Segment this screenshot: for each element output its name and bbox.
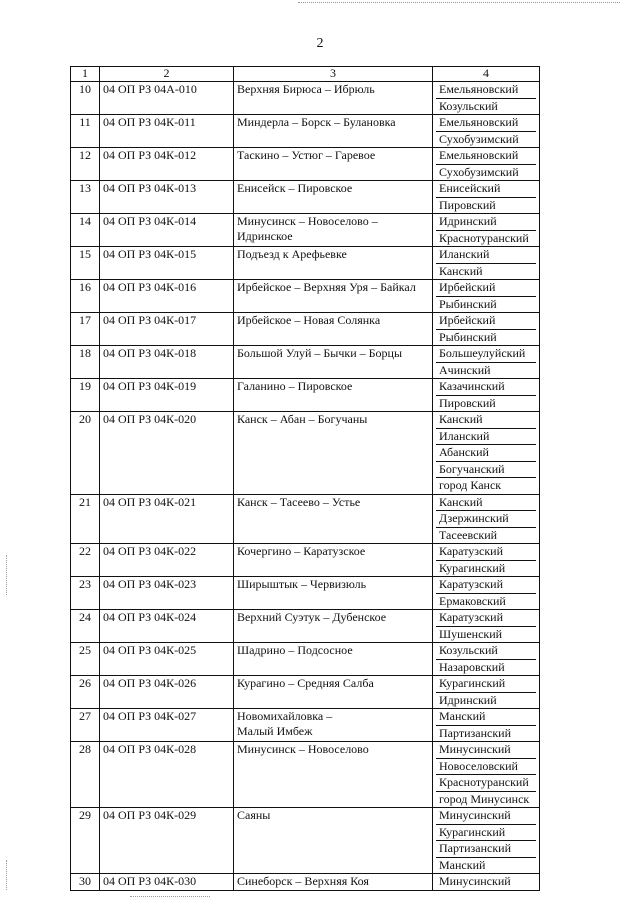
- district-cell: [433, 115, 540, 148]
- table-row: [71, 494, 540, 544]
- district-cell: [433, 148, 540, 181]
- district-name: Дзержинский: [436, 510, 536, 527]
- road-code: 04 ОП РЗ 04К-026: [100, 676, 234, 709]
- district-cell: [433, 494, 540, 544]
- district-name: Тасеевский: [436, 527, 536, 544]
- road-name-cell: [234, 82, 433, 115]
- district-name: Иланский: [439, 247, 490, 261]
- road-name-line: Верхний Суэтук – Дубенское: [237, 610, 387, 624]
- road-name-line: Енисейск – Пировское: [237, 181, 353, 195]
- table-row: [71, 181, 540, 214]
- district-name: Шушенский: [436, 626, 536, 643]
- table-row: [71, 280, 540, 313]
- road-name-line: Саяны: [237, 808, 271, 822]
- row-number: 18: [71, 346, 100, 379]
- district-name: Ирбейский: [439, 280, 496, 294]
- table-row: [71, 247, 540, 280]
- district-name: Партизанский: [436, 840, 536, 857]
- row-number: 27: [71, 709, 100, 742]
- table-row: [71, 115, 540, 148]
- district-name: Емельяновский: [439, 148, 519, 162]
- district-name: Енисейский: [439, 181, 501, 195]
- district-name: Каратузский: [439, 544, 504, 558]
- row-number: 10: [71, 82, 100, 115]
- district-name: Рыбинский: [436, 296, 536, 313]
- table-row: [71, 313, 540, 346]
- road-name-line: Канск – Тасеево – Устье: [237, 494, 361, 509]
- table-row: [71, 742, 540, 808]
- road-code: 04 ОП РЗ 04К-020: [100, 412, 234, 495]
- road-name-line: Ширыштык – Червизюль: [237, 577, 367, 591]
- row-number: 25: [71, 643, 100, 676]
- road-name-line: Галанино – Пировское: [237, 379, 353, 393]
- row-number: 29: [71, 808, 100, 874]
- district-name: Курагинский: [436, 824, 536, 841]
- road-code: 04 ОП РЗ 04К-013: [100, 181, 234, 214]
- table-row: [71, 577, 540, 610]
- district-cell: [433, 874, 540, 891]
- road-code: 04 ОП РЗ 04К-011: [100, 115, 234, 148]
- road-code: 04 ОП РЗ 04К-014: [100, 214, 234, 247]
- row-number: 14: [71, 214, 100, 247]
- district-name: Козульский: [439, 643, 498, 657]
- district-name: Сухобузимский: [436, 164, 536, 181]
- district-cell: [433, 808, 540, 874]
- road-name-line: Таскино – Устюг – Гаревое: [237, 148, 376, 162]
- district-name: Минусинский: [439, 808, 511, 822]
- row-number: 11: [71, 115, 100, 148]
- road-name-cell: [234, 181, 433, 214]
- table-row: [71, 412, 540, 495]
- road-code: 04 ОП РЗ 04К-018: [100, 346, 234, 379]
- district-name: Пировский: [436, 197, 536, 214]
- row-number: 16: [71, 280, 100, 313]
- table-row: [71, 874, 540, 891]
- district-name: Партизанский: [436, 725, 536, 742]
- left-scan-mark: [6, 555, 7, 595]
- district-cell: [433, 346, 540, 379]
- road-code: 04 ОП РЗ 04К-027: [100, 709, 234, 742]
- district-name: Абанский: [436, 444, 536, 461]
- road-name-cell: [234, 544, 433, 577]
- road-name-cell: [234, 412, 433, 495]
- table-row: [71, 709, 540, 742]
- road-code: 04 ОП РЗ 04К-017: [100, 313, 234, 346]
- road-code: 04 ОП РЗ 04К-025: [100, 643, 234, 676]
- table-row: [71, 82, 540, 115]
- road-name-line: Минусинск – Новоселово: [237, 742, 369, 756]
- district-name: Пировский: [436, 395, 536, 412]
- road-code: 04 ОП РЗ 04К-015: [100, 247, 234, 280]
- district-name: Назаровский: [436, 659, 536, 676]
- road-name-line: Шадрино – Подсосное: [237, 643, 353, 657]
- district-name: Идринский: [439, 214, 497, 228]
- table-row: [71, 808, 540, 874]
- road-name-cell: [234, 280, 433, 313]
- district-name: Минусинский: [439, 742, 511, 756]
- column-header: 1: [71, 67, 100, 82]
- district-name: город Минусинск: [436, 791, 536, 808]
- district-name: Ермаковский: [436, 593, 536, 610]
- road-name-line: Подъезд к Арефьевке: [237, 247, 347, 261]
- district-name: Казачинский: [439, 379, 505, 393]
- district-name: Краснотуранский: [436, 230, 536, 247]
- left-scan-mark: [6, 860, 7, 890]
- road-name-line: Канск – Абан – Богучаны: [237, 412, 368, 426]
- column-header: 4: [433, 67, 540, 82]
- road-code: 04 ОП РЗ 04К-022: [100, 544, 234, 577]
- row-number: 19: [71, 379, 100, 412]
- district-name: Ирбейский: [439, 313, 496, 327]
- road-name-line: Синеборск – Верхняя Коя: [237, 874, 369, 888]
- district-name: Курагинский: [439, 676, 506, 690]
- road-name-line: Кочергино – Каратузское: [237, 544, 366, 558]
- district-cell: [433, 181, 540, 214]
- row-number: 24: [71, 610, 100, 643]
- district-cell: [433, 82, 540, 115]
- road-name-line: Минусинск – Новоселово –: [237, 214, 378, 228]
- district-name: Канский: [439, 412, 483, 426]
- district-cell: [433, 676, 540, 709]
- district-name: Идринский: [436, 692, 536, 709]
- road-code: 04 ОП РЗ 04К-016: [100, 280, 234, 313]
- row-number: 28: [71, 742, 100, 808]
- road-name-cell: [234, 643, 433, 676]
- district-name: Курагинский: [436, 560, 536, 577]
- row-number: 23: [71, 577, 100, 610]
- road-name-cell: [234, 610, 433, 643]
- road-name-cell: [234, 148, 433, 181]
- table-row: [71, 346, 540, 379]
- road-code: 04 ОП РЗ 04К-021: [100, 494, 234, 544]
- district-name: Краснотуранский: [436, 774, 536, 791]
- district-cell: [433, 379, 540, 412]
- road-name-cell: [234, 494, 433, 544]
- row-number: 26: [71, 676, 100, 709]
- road-name-cell: [234, 346, 433, 379]
- row-number: 22: [71, 544, 100, 577]
- road-name-line: Ирбейское – Новая Солянка: [237, 313, 381, 327]
- district-name: Сухобузимский: [436, 131, 536, 148]
- district-cell: [433, 709, 540, 742]
- district-cell: [433, 313, 540, 346]
- road-rows: [71, 82, 540, 891]
- district-name: Манский: [439, 709, 486, 723]
- road-name-line: Большой Улуй – Бычки – Борцы: [237, 346, 403, 360]
- row-number: 13: [71, 181, 100, 214]
- column-header: 3: [234, 67, 433, 82]
- district-cell: [433, 577, 540, 610]
- column-header: 2: [100, 67, 234, 82]
- road-name-cell: [234, 214, 433, 247]
- district-name: Каратузский: [439, 577, 504, 591]
- district-cell: [433, 280, 540, 313]
- district-cell: [433, 544, 540, 577]
- row-number: 20: [71, 412, 100, 495]
- column-number-row: [71, 67, 540, 82]
- road-name-cell: [234, 742, 433, 808]
- row-number: 15: [71, 247, 100, 280]
- road-code: 04 ОП РЗ 04К-019: [100, 379, 234, 412]
- district-name: Ачинский: [436, 362, 536, 379]
- district-name: Емельяновский: [439, 82, 519, 96]
- road-code: 04 ОП РЗ 04А-010: [100, 82, 234, 115]
- table-row: [71, 148, 540, 181]
- road-registry-table: [70, 66, 540, 891]
- road-name-cell: [234, 676, 433, 709]
- district-name: город Канск: [436, 477, 536, 494]
- road-name-cell: [234, 115, 433, 148]
- row-number: 21: [71, 494, 100, 544]
- district-name: Большеулуйский: [439, 346, 526, 360]
- road-name-line: Малый Имбеж: [237, 723, 313, 738]
- bottom-scan-rule: [130, 896, 210, 897]
- district-cell: [433, 247, 540, 280]
- road-name-line: Курагино – Средняя Салба: [237, 676, 374, 690]
- road-name-cell: [234, 709, 433, 742]
- road-name-line: Ирбейское – Верхняя Уря – Байкал: [237, 280, 416, 294]
- row-number: 30: [71, 874, 100, 891]
- road-name-line: Верхняя Бирюса – Ибрюль: [237, 82, 375, 96]
- road-name-cell: [234, 577, 433, 610]
- row-number: 17: [71, 313, 100, 346]
- district-cell: [433, 643, 540, 676]
- top-scan-rule: [298, 2, 620, 3]
- table-row: [71, 610, 540, 643]
- road-name-cell: [234, 313, 433, 346]
- district-cell: [433, 214, 540, 247]
- road-code: 04 ОП РЗ 04К-028: [100, 742, 234, 808]
- road-name-line: Идринское: [237, 228, 293, 243]
- road-code: 04 ОП РЗ 04К-029: [100, 808, 234, 874]
- district-cell: [433, 412, 540, 495]
- district-name: Канский: [439, 494, 483, 509]
- district-name: Рыбинский: [436, 329, 536, 346]
- road-name-cell: [234, 808, 433, 874]
- table-row: [71, 379, 540, 412]
- table-row: [71, 643, 540, 676]
- district-name: Емельяновский: [439, 115, 519, 129]
- road-name-cell: [234, 379, 433, 412]
- district-cell: [433, 742, 540, 808]
- district-cell: [433, 610, 540, 643]
- road-code: 04 ОП РЗ 04К-023: [100, 577, 234, 610]
- district-name: Минусинский: [439, 874, 511, 888]
- page-number: 2: [316, 36, 324, 51]
- table-row: [71, 214, 540, 247]
- district-name: Козульский: [436, 98, 536, 115]
- road-name-line: Новомихайловка –: [237, 709, 333, 723]
- road-name-cell: [234, 247, 433, 280]
- table-row: [71, 544, 540, 577]
- table-row: [71, 676, 540, 709]
- district-name: Иланский: [436, 428, 536, 445]
- district-name: Манский: [436, 857, 536, 874]
- district-name: Богучанский: [436, 461, 536, 478]
- road-name-cell: [234, 874, 433, 891]
- district-name: Канский: [436, 263, 536, 280]
- road-code: 04 ОП РЗ 04К-030: [100, 874, 234, 891]
- district-name: Каратузский: [439, 610, 504, 624]
- road-code: 04 ОП РЗ 04К-024: [100, 610, 234, 643]
- road-code: 04 ОП РЗ 04К-012: [100, 148, 234, 181]
- road-name-line: Миндерла – Борск – Булановка: [237, 115, 396, 129]
- district-name: Новоселовский: [436, 758, 536, 775]
- row-number: 12: [71, 148, 100, 181]
